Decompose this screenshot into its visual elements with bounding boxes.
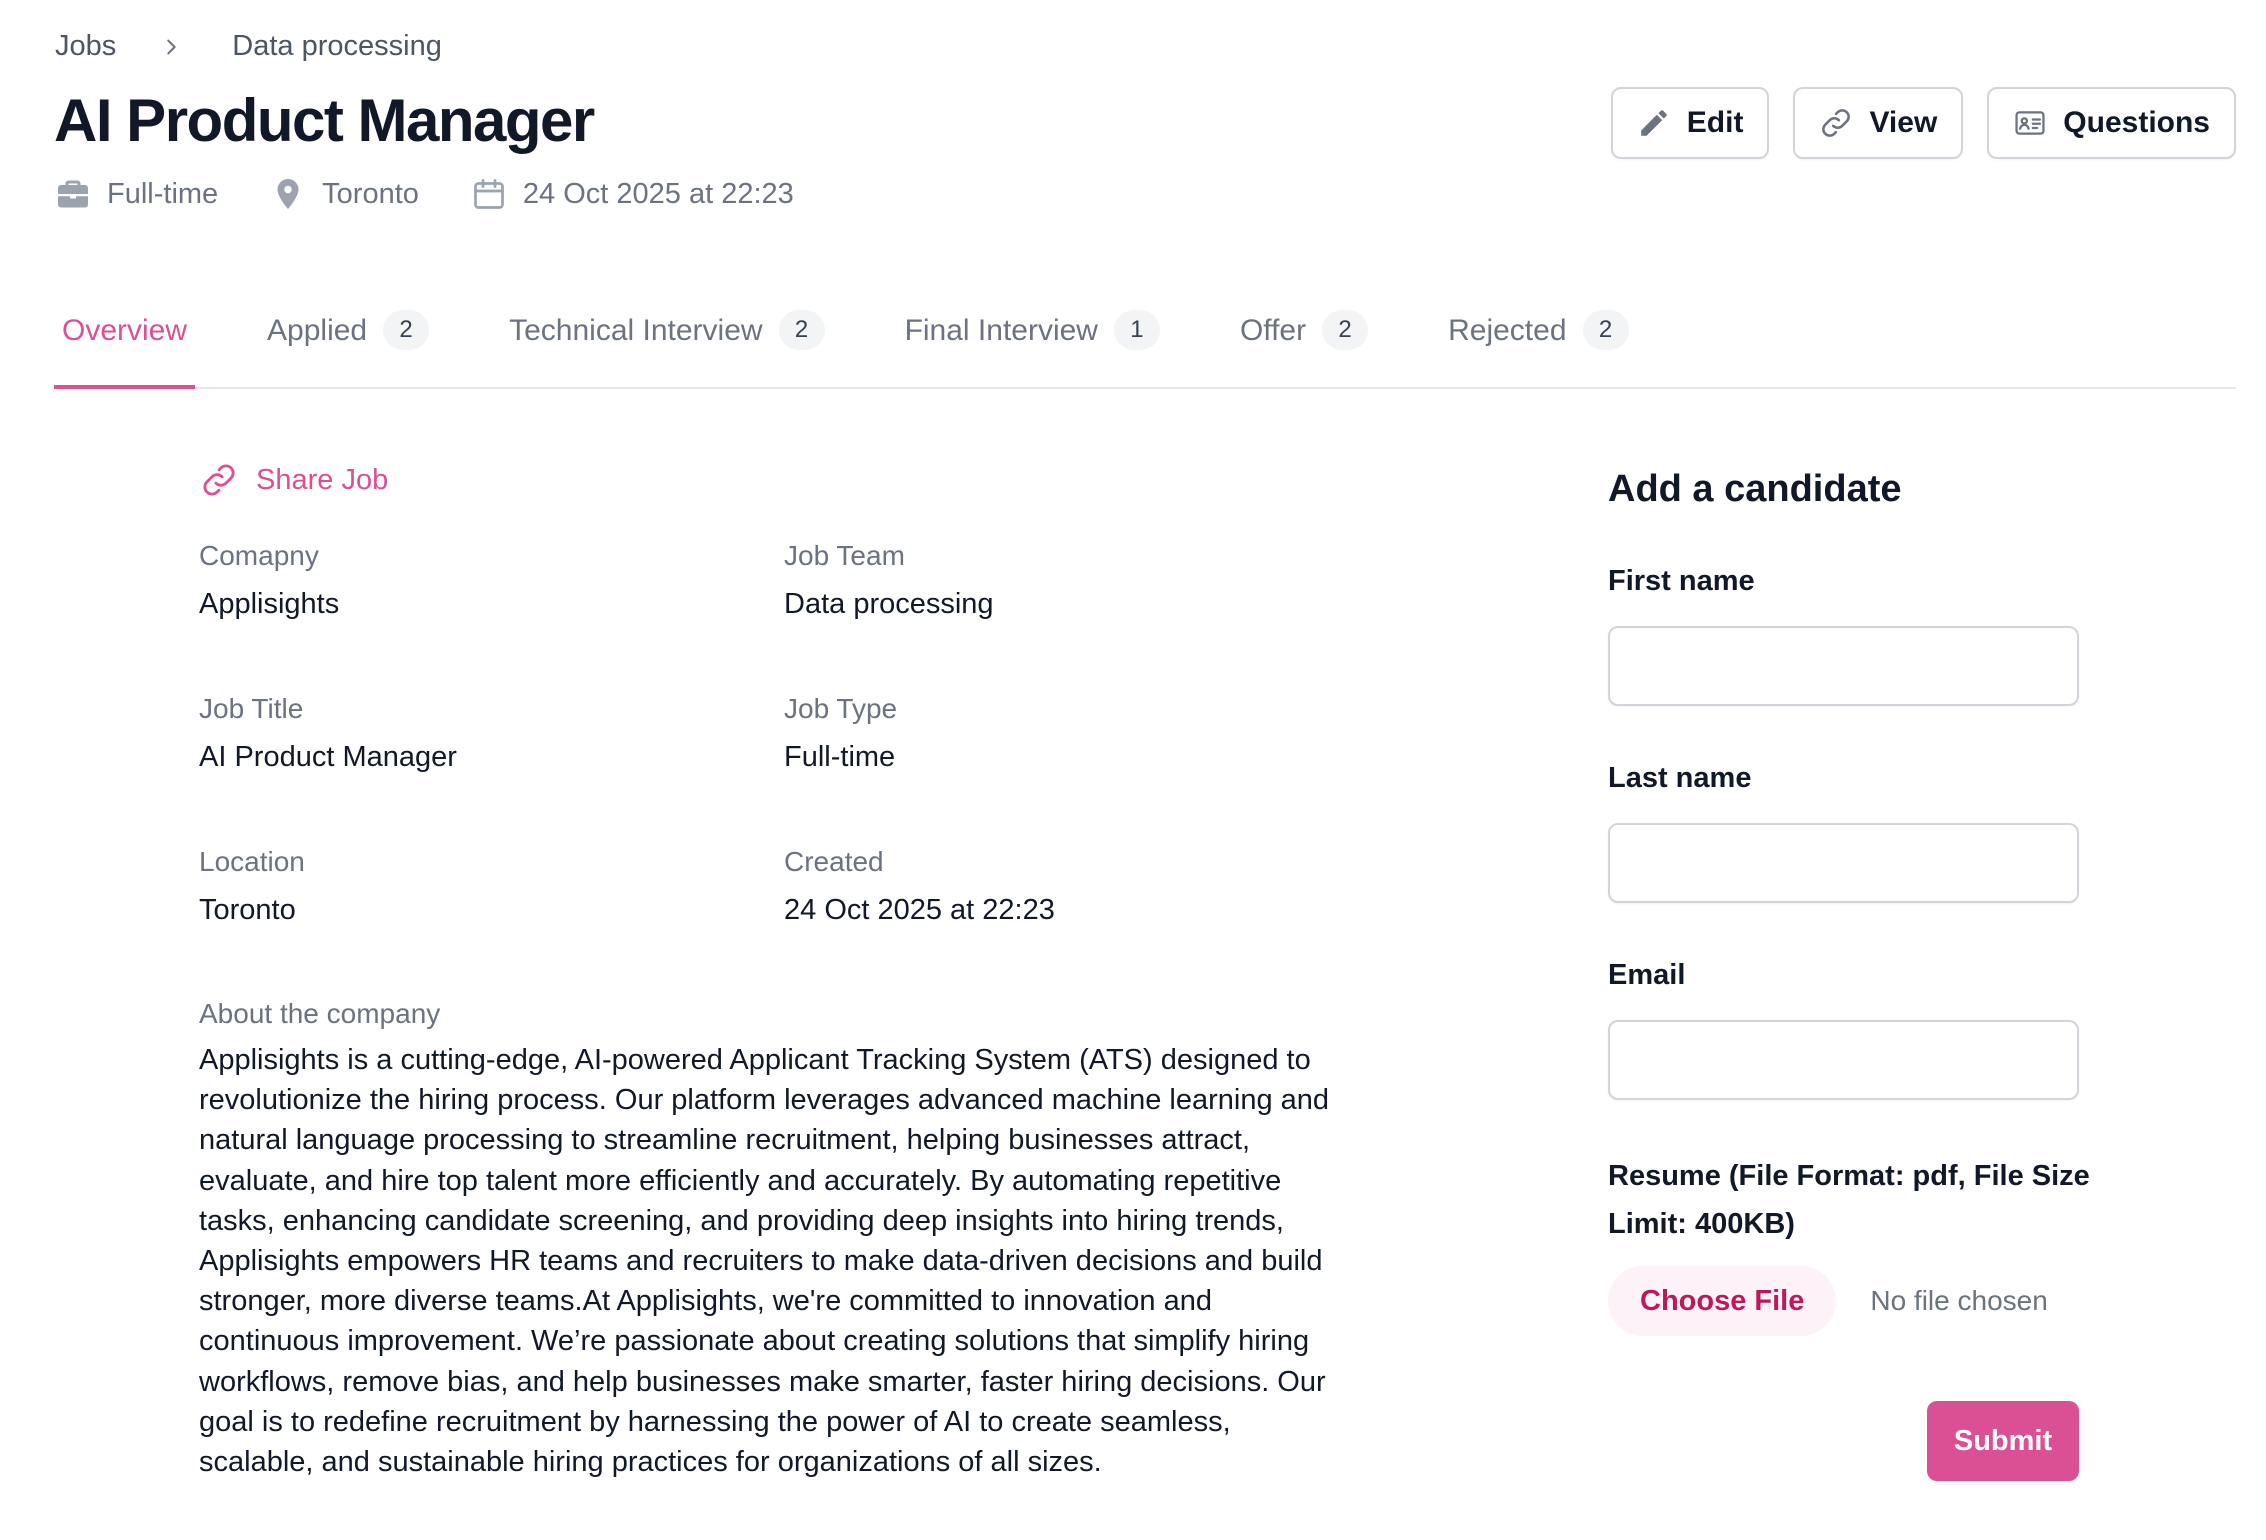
pencil-icon: [1637, 106, 1671, 140]
field-value: Data processing: [784, 588, 994, 620]
field-label: Job Team: [784, 540, 905, 571]
field-location: [199, 846, 305, 927]
briefcase-icon: [55, 176, 91, 212]
about-company-text: Applisights is a cutting-edge, AI-powered Applicant Tracking System (ATS) designed to revolutionize the hiring process. Our platform leverages advanced machine learning and natural language processing to streamline recruitment, helping businesses attract, evaluate, and hire top talent more efficiently and accurately. By automating repetitive tasks, enhancing candidate screening, and providing deep insights into hiring trends, Applisights empowers HR teams and recruiters to make data-driven decisions and build stronger, more diverse teams.At Applisights, we're committed to innovation and continuous improvement. We’re passionate about creating solutions that simplify hiring workflows, remove bias, and help businesses make smarter, faster hiring decisions. Our goal is to redefine recruitment by harnessing the power of AI to create seamless, scalable, and sustainable hiring practices for organizations of all sizes.: [199, 1044, 1330, 1479]
job-tabs: [54, 300, 2236, 389]
resume-file-input: [1608, 1266, 2048, 1336]
count-badge: 2: [1583, 310, 1629, 350]
breadcrumb-jobs[interactable]: Jobs: [55, 30, 117, 62]
tab-applied[interactable]: Applied 2: [259, 300, 437, 389]
job-actions: [1587, 87, 2236, 159]
submit-button[interactable]: Submit: [1927, 1401, 2079, 1481]
chevron-right-icon: [160, 36, 182, 58]
about-company-label: About the company: [199, 998, 441, 1029]
count-badge: 1: [1114, 310, 1160, 350]
count-badge: 2: [1322, 310, 1368, 350]
page-title: AI Product Manager: [54, 87, 594, 154]
field-company: [199, 540, 339, 621]
field-value: Applisights: [199, 588, 340, 620]
last-name-label: Last name: [1608, 762, 1752, 794]
link-icon: [1819, 106, 1853, 140]
share-job-link[interactable]: Share Job: [200, 461, 388, 499]
map-pin-icon: [270, 176, 306, 212]
questions-button[interactable]: Questions: [1987, 87, 2236, 159]
id-card-icon: [2013, 106, 2047, 140]
field-label: Created: [784, 846, 884, 877]
field-job-type: [784, 693, 897, 774]
meta-job-type: Full-time: [55, 176, 218, 212]
field-value: AI Product Manager: [199, 741, 457, 773]
field-label: Location: [199, 846, 305, 877]
edit-button[interactable]: Edit: [1611, 87, 1770, 159]
field-label: Job Type: [784, 693, 898, 724]
field-created: [784, 846, 1055, 927]
tab-overview[interactable]: Overview: [54, 300, 195, 389]
field-value: Full-time: [784, 741, 896, 773]
meta-created: 24 Oct 2025 at 22:23: [471, 176, 794, 212]
field-label: Comapny: [199, 540, 319, 571]
tab-rejected[interactable]: Rejected 2: [1440, 300, 1636, 389]
calendar-icon: [471, 176, 507, 212]
field-value: Toronto: [199, 894, 296, 926]
email-label: Email: [1608, 959, 1686, 991]
tab-offer[interactable]: Offer 2: [1232, 300, 1376, 389]
count-badge: 2: [779, 310, 825, 350]
field-job-title: [199, 693, 457, 774]
last-name-input[interactable]: [1608, 823, 2079, 903]
first-name-input[interactable]: [1608, 626, 2079, 706]
breadcrumb-data-processing[interactable]: Data processing: [232, 30, 442, 62]
link-icon: [200, 461, 238, 499]
field-label: Job Title: [199, 693, 304, 724]
view-button[interactable]: View: [1793, 87, 1963, 159]
choose-file-button[interactable]: Choose File: [1608, 1266, 1836, 1336]
job-meta: [55, 176, 846, 212]
count-badge: 2: [383, 310, 429, 350]
file-status: No file chosen: [1870, 1285, 2048, 1316]
meta-location: Toronto: [270, 176, 419, 212]
first-name-label: First name: [1608, 565, 1755, 597]
field-value: 24 Oct 2025 at 22:23: [784, 894, 1055, 926]
field-job-team: [784, 540, 994, 621]
tab-technical-interview[interactable]: Technical Interview 2: [501, 300, 832, 389]
breadcrumb: [55, 30, 442, 63]
tab-final-interview[interactable]: Final Interview 1: [897, 300, 1168, 389]
email-input[interactable]: [1608, 1020, 2079, 1100]
resume-label: Resume (File Format: pdf, File Size Limit: 400KB): [1608, 1160, 2090, 1240]
add-candidate-title: Add a candidate: [1608, 468, 1902, 510]
